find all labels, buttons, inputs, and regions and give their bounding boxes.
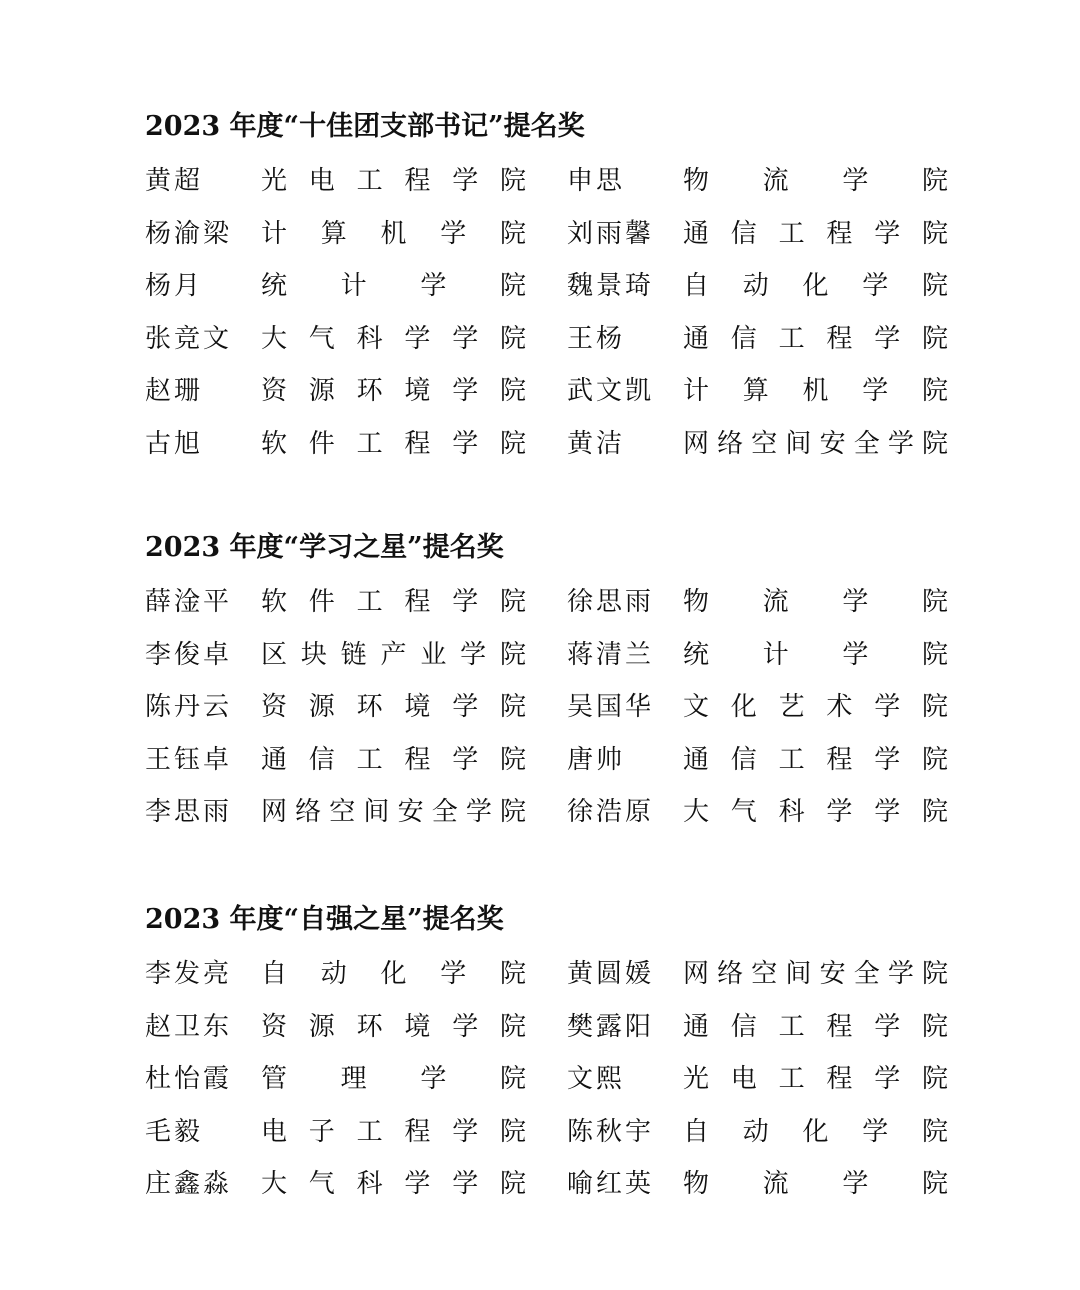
- nominee-list: [145, 576, 948, 839]
- nominee-name: 杨渝梁: [145, 218, 233, 249]
- nominee-name: 杜怡霞: [145, 1064, 233, 1095]
- nominee-college: 资 源 环 境 学 院: [261, 1011, 526, 1042]
- nominee-row: [145, 313, 948, 366]
- nominee-name: 赵卫东: [145, 1011, 233, 1042]
- nominee-name: 文熙: [567, 1064, 626, 1095]
- nominee-name: 陈秋宇: [567, 1116, 655, 1147]
- nominee-name: 樊露阳: [567, 1011, 655, 1042]
- nominee-row: [145, 1053, 948, 1106]
- nominee-row: [145, 786, 948, 839]
- nominee-college: 物 流 学 院: [683, 166, 948, 196]
- nominee-college: 资 源 环 境 学 院: [261, 376, 526, 407]
- nominee-row: [145, 208, 948, 261]
- nominee-college: 软 件 工 程 学 院: [261, 587, 526, 617]
- nominee-college: 管 理 学 院: [261, 1064, 526, 1095]
- nominee-college: 通 信 工 程 学 院: [683, 218, 948, 249]
- nominee-name: 杨月: [145, 271, 204, 302]
- nominee-name: 徐浩原: [567, 797, 655, 828]
- nominee-name: 刘雨馨: [567, 218, 655, 249]
- nominee-name: 徐思雨: [567, 587, 655, 617]
- nominee-name: 古旭: [145, 428, 204, 459]
- nominee-college: 网 络 空 间 安 全 学 院: [683, 428, 948, 459]
- nominee-college: 网 络 空 间 安 全 学 院: [261, 797, 526, 828]
- nominee-college: 资 源 环 境 学 院: [261, 692, 526, 723]
- nominee-name: 魏景琦: [567, 271, 655, 302]
- nominee-college: 通 信 工 程 学 院: [261, 744, 526, 775]
- nominee-name: 黄洁: [567, 428, 626, 459]
- nominee-name: 唐帅: [567, 744, 626, 775]
- nominee-name: 吴国华: [567, 692, 655, 723]
- nominee-name: 李思雨: [145, 797, 233, 828]
- nominee-college: 通 信 工 程 学 院: [683, 323, 948, 354]
- nominee-row: [145, 155, 948, 208]
- nominee-row: [145, 260, 948, 313]
- nominee-college: 光 电 工 程 学 院: [261, 166, 526, 196]
- nominee-college: 计 算 机 学 院: [261, 218, 526, 249]
- nominee-college: 文 化 艺 术 学 院: [683, 692, 948, 723]
- nominee-row: [145, 734, 948, 787]
- nominee-college: 网 络 空 间 安 全 学 院: [683, 959, 948, 989]
- nominee-college: 通 信 工 程 学 院: [683, 1011, 948, 1042]
- nominee-name: 张竞文: [145, 323, 233, 354]
- nominee-college: 大 气 科 学 学 院: [261, 323, 526, 354]
- nominee-college: 大 气 科 学 学 院: [683, 797, 948, 828]
- nominee-college: 自 动 化 学 院: [683, 1116, 948, 1147]
- nominee-college: 区 块 链 产 业 学 院: [261, 639, 526, 670]
- award-section-ten-best-branch-secretary: [145, 104, 948, 471]
- award-section-self-improvement-star: [145, 897, 948, 1211]
- nominee-name: 黄超: [145, 166, 204, 196]
- nominee-name: 陈丹云: [145, 692, 233, 723]
- nominee-name: 申思: [567, 166, 626, 196]
- nominee-name: 黄圆媛: [567, 959, 655, 989]
- nominee-row: [145, 1158, 948, 1211]
- nominee-list: [145, 155, 948, 471]
- nominee-college: 统 计 学 院: [261, 271, 526, 302]
- nominee-row: [145, 629, 948, 682]
- nominee-college: 计 算 机 学 院: [683, 376, 948, 407]
- nominee-name: 喻红英: [567, 1169, 655, 1200]
- nominee-college: 物 流 学 院: [683, 1169, 948, 1200]
- nominee-name: 赵珊: [145, 376, 204, 407]
- nominee-name: 王钰卓: [145, 744, 233, 775]
- nominee-name: 李俊卓: [145, 639, 233, 670]
- nominee-name: 武文凯: [567, 376, 655, 407]
- nominee-college: 自 动 化 学 院: [683, 271, 948, 302]
- nominee-college: 物 流 学 院: [683, 587, 948, 617]
- nominee-row: [145, 365, 948, 418]
- nominee-college: 电 子 工 程 学 院: [261, 1116, 526, 1147]
- section-title: 2023 年度“学习之星”提名奖: [145, 532, 504, 563]
- nominee-list: [145, 948, 948, 1211]
- section-title: 2023 年度“自强之星”提名奖: [145, 904, 504, 935]
- award-section-study-star: [145, 525, 948, 839]
- nominee-row: [145, 681, 948, 734]
- nominee-college: 大 气 科 学 学 院: [261, 1169, 526, 1200]
- nominee-row: [145, 1001, 948, 1054]
- nominee-college: 自 动 化 学 院: [261, 959, 526, 989]
- nominee-college: 通 信 工 程 学 院: [683, 744, 948, 775]
- nominee-college: 软 件 工 程 学 院: [261, 428, 526, 459]
- nominee-row: [145, 418, 948, 471]
- nominee-college: 光 电 工 程 学 院: [683, 1064, 948, 1095]
- nominee-college: 统 计 学 院: [683, 639, 948, 670]
- nominee-row: [145, 576, 948, 629]
- nominee-row: [145, 1106, 948, 1159]
- nominee-name: 庄鑫淼: [145, 1169, 233, 1200]
- nominee-name: 薛淦平: [145, 587, 233, 617]
- nominee-name: 毛毅: [145, 1116, 204, 1147]
- nominee-name: 王杨: [567, 323, 626, 354]
- section-title: 2023 年度“十佳团支部书记”提名奖: [145, 111, 585, 142]
- nominee-row: [145, 948, 948, 1001]
- nominee-name: 李发亮: [145, 959, 233, 989]
- nominee-name: 蒋清兰: [567, 639, 655, 670]
